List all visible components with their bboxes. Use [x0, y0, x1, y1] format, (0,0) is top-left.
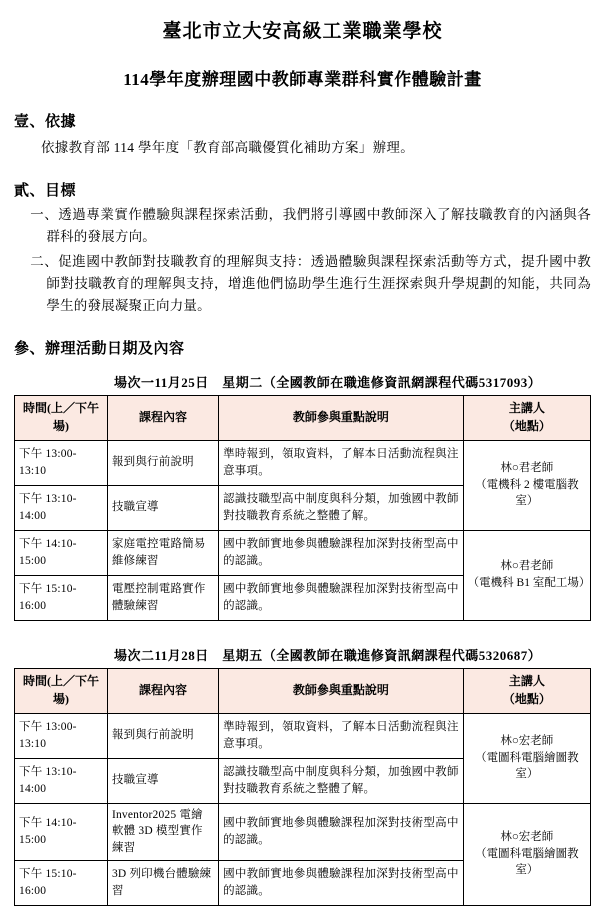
- cell-description: 準時報到，領取資料，了解本日活動流程與注意事項。: [219, 440, 464, 485]
- column-header-time: 時間(上／下午場): [15, 668, 108, 713]
- table-row: [15, 530, 591, 575]
- cell-content: 家庭電控電路簡易維修練習: [107, 530, 218, 575]
- session-label-1: 場次一11月25日 星期二（全國教師在職進修資訊網課程代碼5317093）: [114, 374, 542, 390]
- column-header-speaker-line1: 主講人: [508, 674, 545, 689]
- table-header-row: [15, 668, 591, 713]
- cell-content: 電壓控制電路實作體驗練習: [107, 575, 218, 620]
- cell-time: 下午 13:10-14:00: [15, 758, 108, 803]
- speaker-name: 林○宏老師: [500, 831, 554, 844]
- cell-content: Inventor2025 電繪軟體 3D 模型實作練習: [107, 803, 218, 860]
- cell-description: 認識技職型高中制度與科分類，加強國中教師對技職教育系統之整體了解。: [219, 758, 464, 803]
- cell-description: 準時報到，領取資料，了解本日活動流程與注意事項。: [219, 713, 464, 758]
- column-header-time: 時間(上／下午場): [15, 395, 108, 440]
- speaker-place: （電圖科電腦繪圖教室）: [475, 847, 579, 877]
- speaker-name: 林○宏老師: [500, 735, 554, 748]
- list-item: 一、透過專業實作體驗與課程探索活動，我們將引導國中教師深入了解技職教育的內涵與各群科的發展方向。: [30, 207, 591, 245]
- column-header-description: 教師參與重點說明: [219, 395, 464, 440]
- cell-content: 技職宣導: [107, 485, 218, 530]
- column-header-speaker-line1: 主講人: [508, 401, 545, 416]
- cell-description: 國中教師實地參與體驗課程加深對技術型高中的認識。: [219, 860, 464, 905]
- list-item: 二、促進國中教師對技職教育的理解與支持：透過體驗與課程探索活動等方式，提升國中教師對技職教育的理解與支持，增進他們協助學生進行生涯探索與升學規劃的知能，共同為學生的發展凝聚正向力量。: [30, 253, 591, 313]
- column-header-content: 課程內容: [107, 395, 218, 440]
- column-header-speaker-line2: （地點）: [502, 691, 551, 706]
- column-header-content: 課程內容: [107, 668, 218, 713]
- speaker-place: （電機科 2 樓電腦教室）: [475, 478, 579, 508]
- speaker-name: 林○君老師: [500, 462, 554, 475]
- table-row: [15, 713, 591, 758]
- column-header-speaker-line2: （地點）: [502, 418, 551, 433]
- table-header-row: [15, 395, 591, 440]
- basis-paragraph: 依據教育部 114 學年度「教育部高職優質化補助方案」辦理。: [41, 140, 414, 155]
- cell-content: 報到與行前說明: [107, 440, 218, 485]
- table-spacer: [14, 621, 591, 631]
- cell-time: 下午 14:10-15:00: [15, 803, 108, 860]
- cell-time: 下午 15:10-16:00: [15, 860, 108, 905]
- cell-speaker: [463, 440, 590, 530]
- section-heading-schedule: 參、辦理活動日期及內容: [14, 340, 185, 357]
- cell-speaker: [463, 530, 590, 620]
- schedule-table-1: [14, 395, 591, 621]
- section-heading-goals: 貳、目標: [14, 183, 77, 200]
- speaker-name: 林○君老師: [500, 560, 554, 573]
- section-heading-basis: 壹、依據: [14, 114, 77, 130]
- table-row: [15, 803, 591, 860]
- cell-time: 下午 13:00-13:10: [15, 713, 108, 758]
- column-header-speaker: [463, 395, 590, 440]
- cell-speaker: [463, 803, 590, 905]
- schedule-table-2: [14, 668, 591, 906]
- cell-description: 國中教師實地參與體驗課程加深對技術型高中的認識。: [219, 530, 464, 575]
- goals-list: [14, 204, 591, 316]
- cell-content: 技職宣導: [107, 758, 218, 803]
- cell-description: 國中教師實地參與體驗課程加深對技術型高中的認識。: [219, 575, 464, 620]
- cell-time: 下午 15:10-16:00: [15, 575, 108, 620]
- speaker-place: （電機科 B1 室配工場）: [467, 577, 591, 590]
- speaker-place: （電圖科電腦繪圖教室）: [475, 751, 579, 781]
- cell-speaker: [463, 713, 590, 803]
- column-header-speaker: [463, 668, 590, 713]
- column-header-description: 教師參與重點說明: [219, 668, 464, 713]
- cell-description: 國中教師實地參與體驗課程加深對技術型高中的認識。: [219, 803, 464, 860]
- table-row: [15, 440, 591, 485]
- page-title: 臺北市立大安高級工業職業學校: [162, 21, 443, 42]
- cell-content: 報到與行前說明: [107, 713, 218, 758]
- cell-content: 3D 列印機台體驗練習: [107, 860, 218, 905]
- cell-description: 認識技職型高中制度與科分類，加強國中教師對技職教育系統之整體了解。: [219, 485, 464, 530]
- cell-time: 下午 14:10-15:00: [15, 530, 108, 575]
- cell-time: 下午 13:10-14:00: [15, 485, 108, 530]
- cell-time: 下午 13:00-13:10: [15, 440, 108, 485]
- page-subtitle: 114學年度辦理國中教師專業群科實作體驗計畫: [123, 70, 482, 89]
- session-label-2: 場次二11月28日 星期五（全國教師在職進修資訊網課程代碼5320687）: [114, 647, 542, 663]
